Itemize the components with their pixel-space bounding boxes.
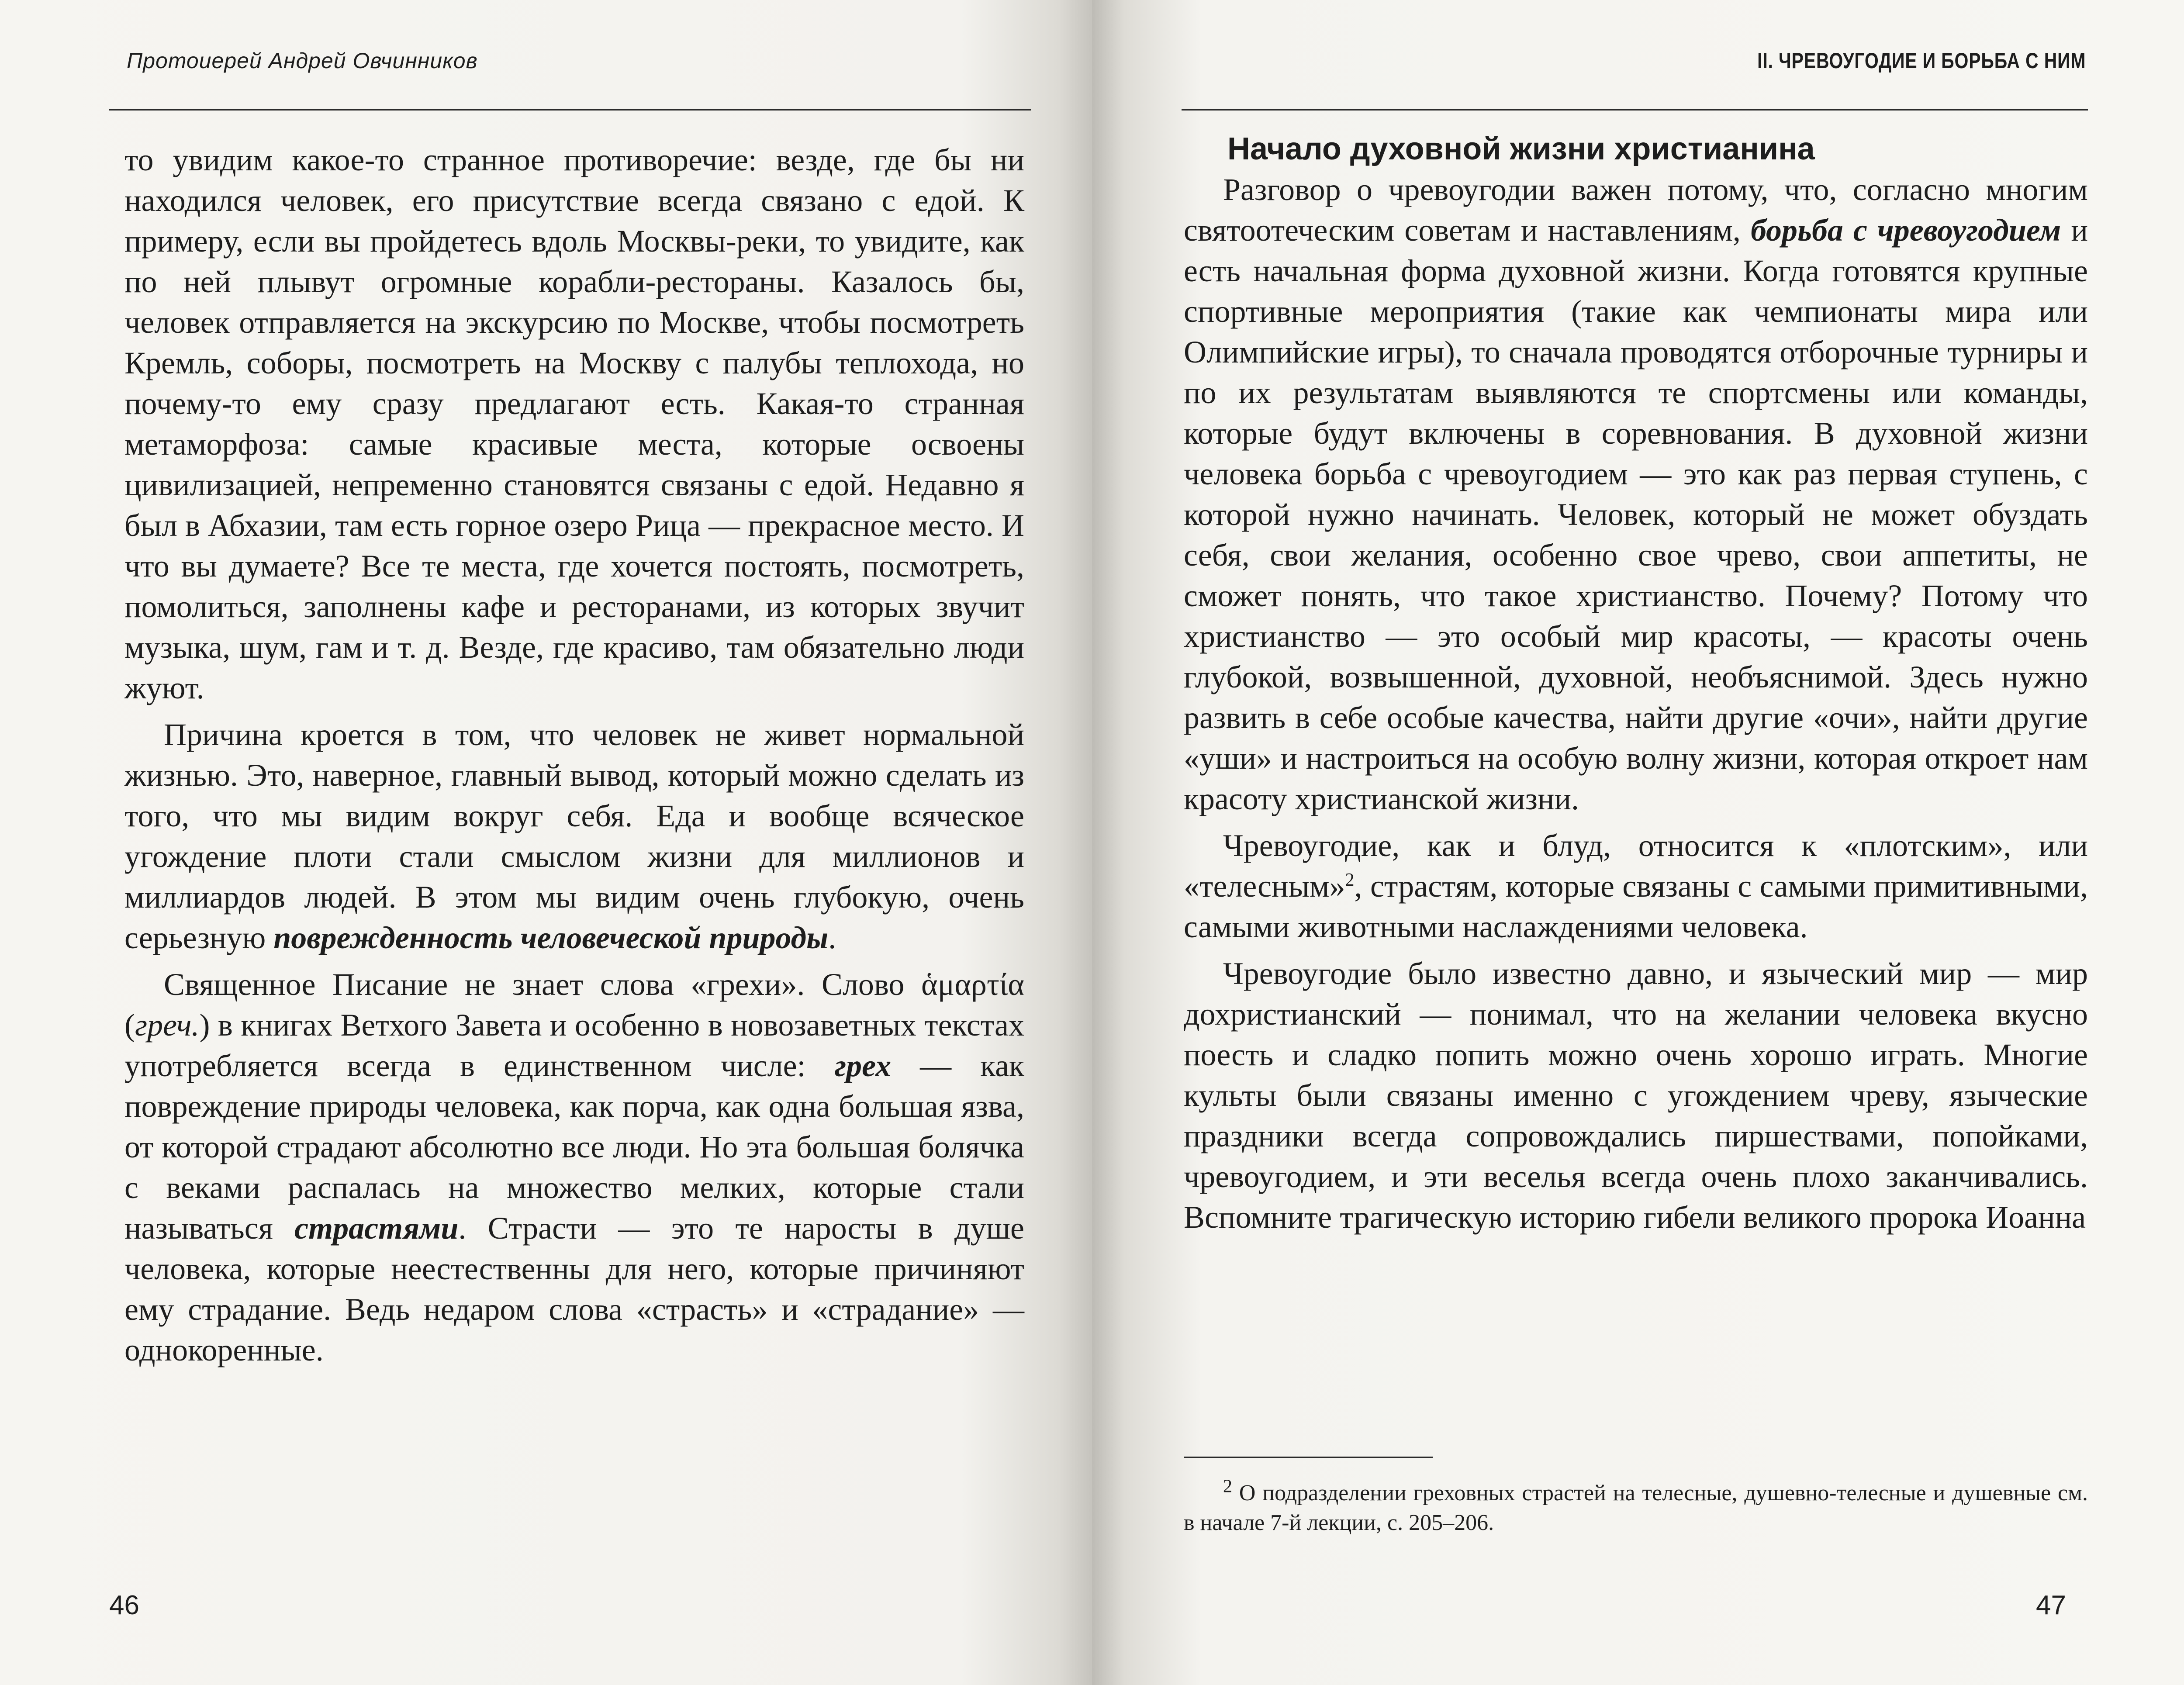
paragraph: Разговор о чревоугодии важен потому, что, согласно многим святоотеческим советам и наставлениям, борьба с чревоугодием и есть начальная форма духовной жизни. Когда готовятся крупные спортивные мероприятия (такие как чемпионаты мира или Олимпийские игры), то сначала проводятся отборочные турниры и по их результатам выявляются те спортсмены или команды, которые будут включены в соревнования. В духовной жизни человека борьба с чревоугодием — это как раз первая ступень, с которой нужно начинать. Человек, который не может обуздать себя, свои желания, особенно свое чрево, свои аппетиты, не сможет понять, что такое христианство. Почему? Потому что христианство — это особый мир красоты, — красоты очень глубокой, возвышенной, духовной, необъяснимой. Здесь нужно развить в себе особые качества, найти другие «очи», найти другие «уши» и настроиться на особую волну жизни, которая откроет нам красоту христианской жизни. (1184, 172, 2088, 816)
right-body-text (1184, 129, 2088, 1238)
running-header-chapter: II. ЧРЕВОУГОДИЕ И БОРЬБА С НИМ (1757, 48, 2086, 73)
emphasis: страстями (294, 1211, 459, 1246)
right-page (1092, 0, 2184, 1685)
header-rule (109, 109, 1031, 110)
emphasis: поврежденность человеческой природы (273, 920, 829, 955)
running-header-author: Протоиерей Андрей Овчинников (127, 48, 478, 73)
page-number: 47 (2036, 1590, 2066, 1620)
abbreviation: греч. (135, 1008, 200, 1043)
header-rule (1182, 109, 2088, 110)
paragraph: Чревоугодие, как и блуд, относится к «плотским», или «телесным»$^2$, страстям, которые связаны с самыми примитивными, самыми животными наслаждениями человека. (1184, 828, 2088, 944)
page-number: 46 (109, 1590, 139, 1620)
section-heading: Начало духовной жизни христианина (1227, 131, 1815, 166)
paragraph: Священное Писание не знает слова «грехи». Слово ἁμαρτία (греч.) в книгах Ветхого Завета и особенно в новозаветных текстах употребляется всегда в единственном числе: грех — как повреждение природы человека, как порча, как одна большая язва, от которой страдают абсолютно все люди. Но эта большая болячка с веками распалась на множество мелких, которые стали называться страстями. Страсти — это те наросты в душе человека, которые неестественны для него, которые причиняют ему страдание. Ведь недаром слова «страсть» и «страдание» — однокоренные. (124, 967, 1025, 1367)
paragraph: Чревоугодие было известно давно, и языческий мир — мир дохристианский — понимал, что на желании человека вкусно поесть и сладко попить можно очень хорошо играть. Многие культы были связаны именно с угождением чреву, языческие праздники всегда сопровождались пиршествами, попойками, чревоугодием, и эти веселья всегда очень плохо заканчивались. Вспомните трагическую историю гибели великого пророка Иоанна (1184, 956, 2088, 1235)
left-body-text (124, 140, 1024, 1371)
footnote-number: 2 (1223, 1476, 1232, 1497)
footnote-ref: 2 (1345, 870, 1355, 890)
paragraph: то увидим какое-то странное противоречие: везде, где бы ни находился человек, его присутствие всегда связано с едой. К примеру, если вы пройдетесь вдоль Москвы-реки, то увидите, как по ней плывут огромные корабли-рестораны. Казалось бы, человек отправляется на экскурсию по Москве, чтобы посмотреть Кремль, соборы, посмотреть на Москву с палубы теплохода, но почему-то ему сразу предлагают есть. Какая-то странная метаморфоза: самые красивые места, которые освоены цивилизацией, непременно становятся связаны с едой. Недавно я был в Абхазии, там есть горное озеро Рица — прекрасное место. И что вы думаете? Все те места, где хочется постоять, посмотреть, помолиться, заполнены кафе и ресторанами, из которых звучит музыка, шум, гам и т. д. Везде, где красиво, там обязательно люди жуют. (124, 142, 1024, 705)
footnote-rule (1184, 1457, 1433, 1458)
paragraph: Причина кроется в том, что человек не живет нормальной жизнью. Это, наверное, главный вывод, который можно сделать из того, что мы видим вокруг себя. Еда и вообще всяческое угождение плоти стали смыслом жизни для миллионов и миллиардов людей. В этом мы видим очень глубокую, очень серьезную поврежденность человеческой природы. (124, 717, 1024, 955)
emphasis: борьба с чревоугодием (1751, 213, 2061, 248)
emphasis: грех (834, 1048, 892, 1083)
footnote: $^2$ О подразделении греховных страстей на телесные, душевно-телесные и душевные см. в начале 7-й лекции, с. 205–206. (1184, 1476, 2088, 1535)
